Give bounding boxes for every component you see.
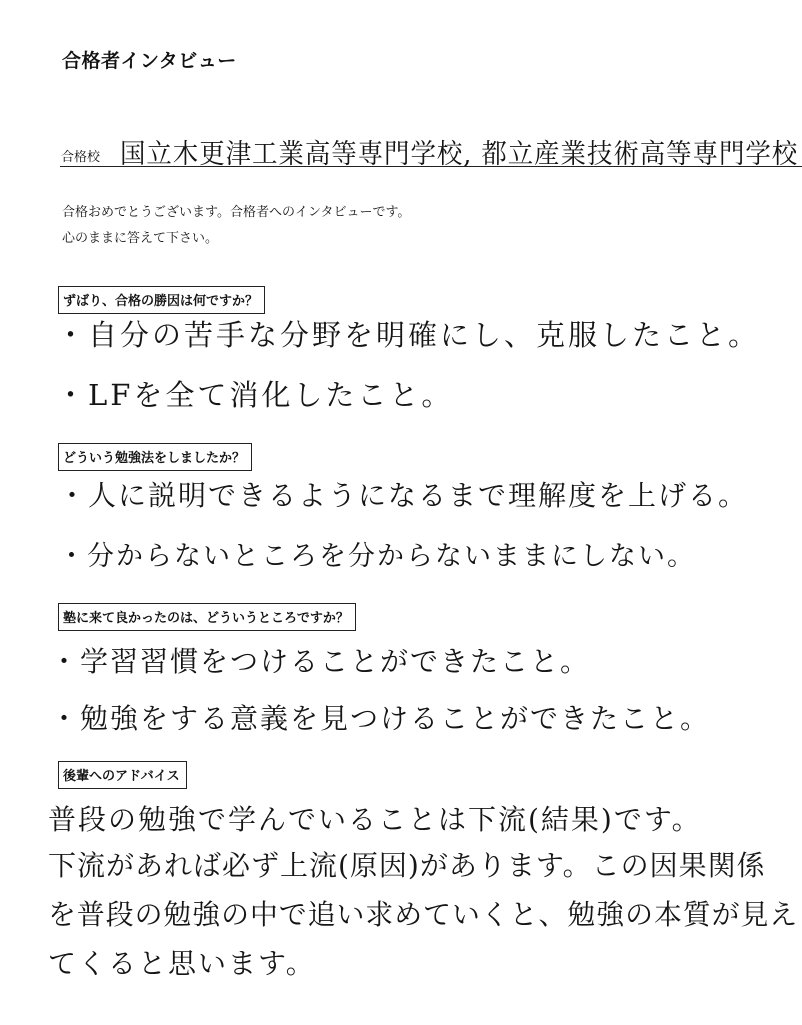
question-box-4: 後輩へのアドバイス — [58, 761, 187, 789]
answer-3-2: ・勉強をする意義を見つけることができたこと。 — [50, 702, 711, 735]
answer-1-1: ・自分の苦手な分野を明確にし、克服したこと。 — [56, 318, 761, 352]
school-label: 合格校 — [61, 150, 101, 165]
intro-line-1: 合格おめでとうございます。合格者へのインタビューです。 — [62, 205, 411, 220]
question-box-3: 塾に来て良かったのは、どういうところですか？ — [58, 603, 356, 631]
answer-4-1: 普段の勉強で学んでいることは下流(結果)です。 — [48, 803, 702, 836]
answer-4-3: を普段の勉強の中で追い求めていくと、勉強の本質が見え — [48, 898, 799, 931]
question-box-2: どういう勉強法をしましたか？ — [58, 443, 252, 471]
answer-2-1: ・人に説明できるようになるまで理解度を上げる。 — [58, 479, 749, 512]
school-underline — [60, 166, 802, 167]
answer-4-2: 下流があれば必ず上流(原因)があります。この因果関係 — [48, 849, 766, 882]
intro-text — [62, 200, 410, 252]
intro-line-2: 心のままに答えて下さい。 — [62, 231, 219, 246]
answer-1-2: ・LFを全て消化したこと。 — [56, 378, 454, 412]
answer-4-4: てくると思います。 — [48, 947, 316, 980]
answer-3-1: ・学習習慣をつけることができたこと。 — [50, 645, 591, 678]
question-box-1: ずばり、合格の勝因は何ですか？ — [58, 286, 265, 314]
answer-2-2: ・分からないところを分からないままにしない。 — [58, 541, 696, 572]
school-name-handwritten: 国立木更津工業高等専門学校, 都立産業技術高等専門学校 — [120, 139, 799, 170]
page-title: 合格者インタビュー — [62, 50, 237, 72]
